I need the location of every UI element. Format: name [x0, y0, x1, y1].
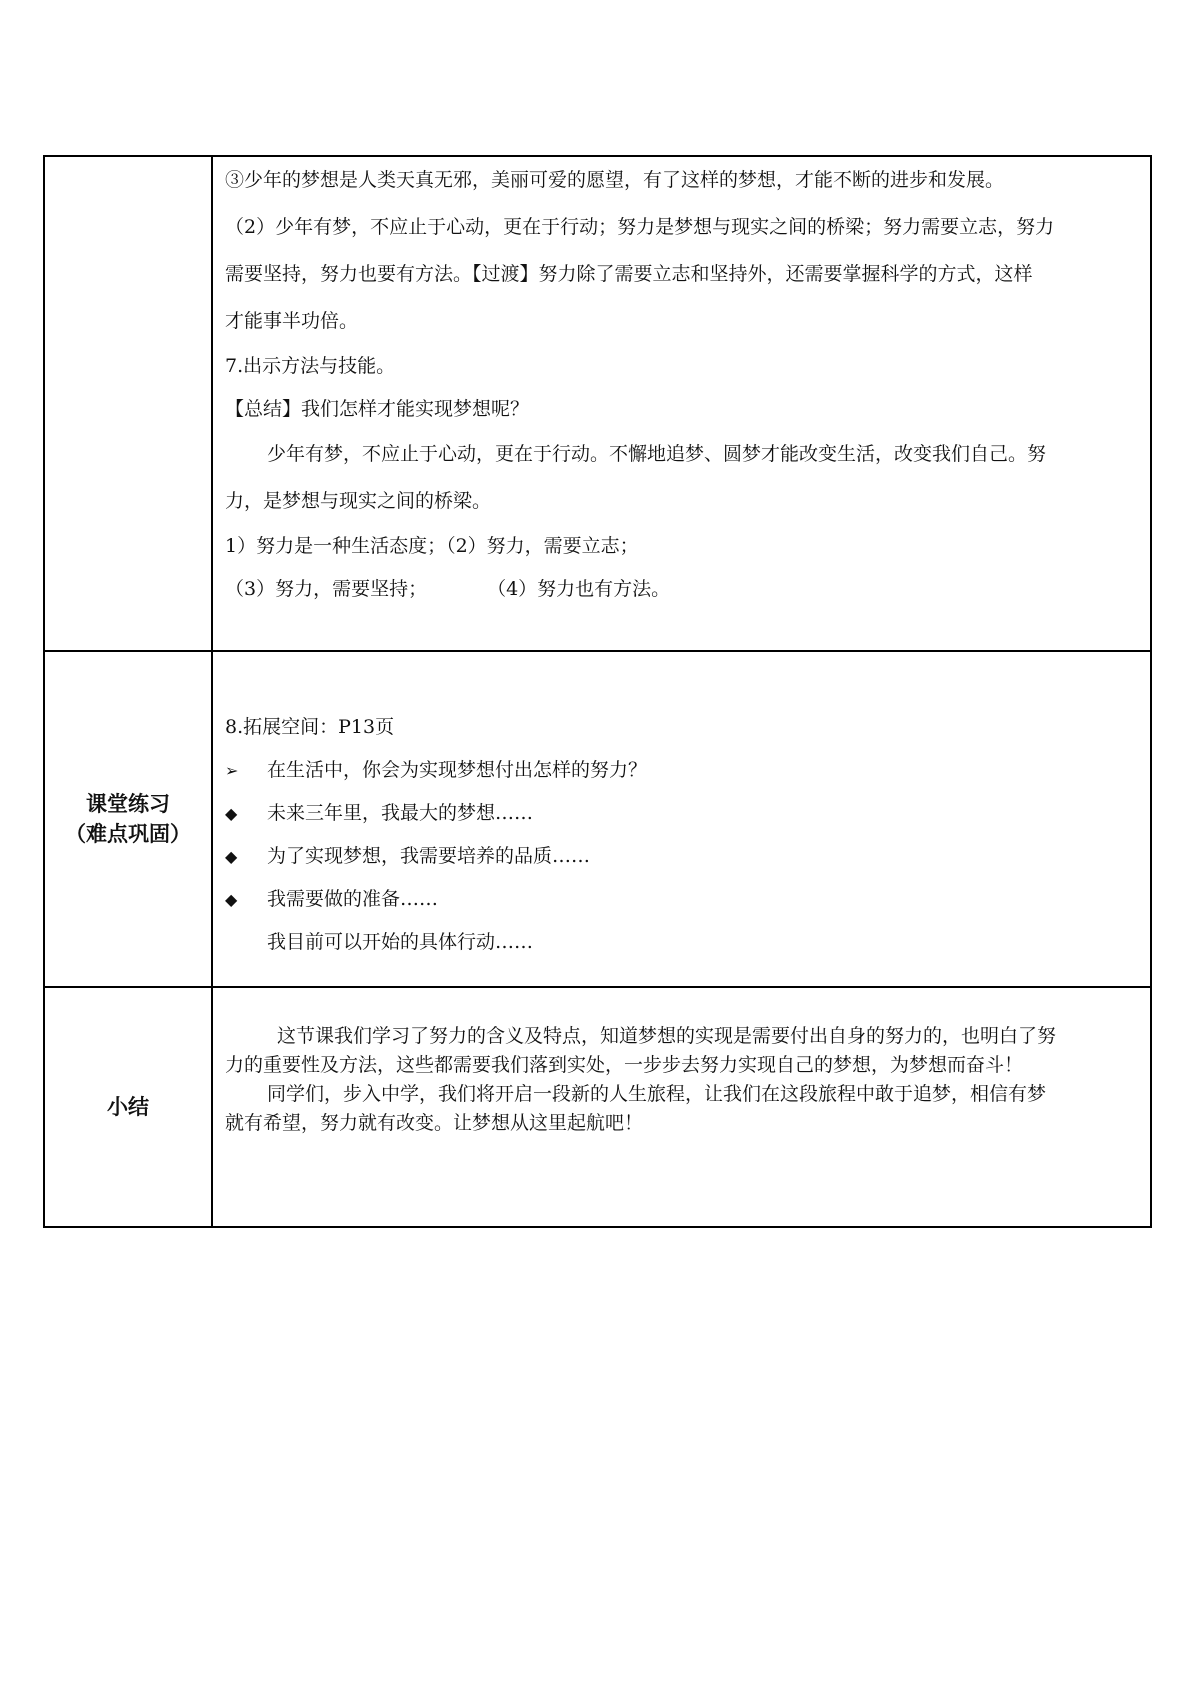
- list-item: [225, 921, 1138, 964]
- paragraph-line: （2）少年有梦，不应止于心动，更在于行动；努力是梦想与现实之间的桥梁；努力需要立志，努力: [225, 216, 1055, 238]
- list-item: [225, 878, 1138, 921]
- list-item-text: 为了实现梦想，我需要培养的品质……: [267, 845, 591, 867]
- paragraph-line: 才能事半功倍。: [225, 310, 359, 332]
- paragraph-line: 这节课我们学习了努力的含义及特点，知道梦想的实现是需要付出自身的努力的，也明白了努: [277, 1025, 1057, 1047]
- paragraph-line: 同学们，步入中学，我们将开启一段新的人生旅程，让我们在这段旅程中敢于追梦，相信有梦: [267, 1083, 1047, 1105]
- paragraph-line: 力，是梦想与现实之间的桥梁。: [225, 490, 492, 512]
- row-label-line: 课堂练习: [86, 792, 170, 816]
- list-item: （3）努力，需要坚持；: [225, 578, 428, 600]
- list-item-text: 未来三年里，我最大的梦想……: [267, 802, 534, 824]
- paragraph-line: 1）努力是一种生活态度；（2）努力，需要立志；: [225, 535, 639, 557]
- paragraph-line: ③少年的梦想是人类天真无邪，美丽可爱的愿望，有了这样的梦想，才能不断的进步和发展。: [225, 169, 1005, 191]
- row-label-empty: [44, 156, 212, 651]
- paragraph-line: 7.出示方法与技能。: [225, 355, 396, 377]
- paragraph-line: [225, 568, 1138, 611]
- list-item: [225, 792, 1138, 835]
- paragraph-line: 需要坚持，努力也要有方法。【过渡】努力除了需要立志和坚持外，还需要掌握科学的方式，这样: [225, 263, 1033, 285]
- content-cell: [212, 651, 1151, 987]
- content-cell: [212, 156, 1151, 651]
- diamond-bullet-icon: ◆: [225, 804, 238, 823]
- diamond-bullet-icon: ◆: [225, 847, 238, 866]
- list-item: （4）努力也有方法。: [487, 578, 671, 600]
- table-row: [44, 987, 1151, 1227]
- paragraph-line: 少年有梦，不应止于心动，更在于行动。不懈地追梦、圆梦才能改变生活，改变我们自己。努: [267, 443, 1047, 465]
- arrow-bullet-icon: ➢: [225, 761, 239, 780]
- table-row: [44, 156, 1151, 651]
- paragraph-line: 就有希望，努力就有改变。让梦想从这里起航吧！: [225, 1112, 644, 1134]
- lesson-table: [43, 155, 1152, 1228]
- row-label-line: （难点巩固）: [65, 822, 191, 846]
- diamond-bullet-icon: ◆: [225, 890, 238, 909]
- row-label: [44, 651, 212, 987]
- content-cell: [212, 987, 1151, 1227]
- table-row: [44, 651, 1151, 987]
- section-heading: 8.拓展空间：P13页: [225, 716, 395, 738]
- list-item-text: 在生活中，你会为实现梦想付出怎样的努力？: [267, 759, 648, 781]
- list-item: [225, 835, 1138, 878]
- paragraph-line: 力的重要性及方法，这些都需要我们落到实处，一步步去努力实现自己的梦想，为梦想而奋斗！: [225, 1054, 1024, 1076]
- paragraph-line: 【总结】我们怎样才能实现梦想呢？: [225, 398, 530, 420]
- list-item-text: 我需要做的准备……: [267, 888, 439, 910]
- list-item: [225, 749, 1138, 792]
- row-label: 小结: [44, 987, 212, 1227]
- list-item-text: 我目前可以开始的具体行动……: [267, 931, 534, 953]
